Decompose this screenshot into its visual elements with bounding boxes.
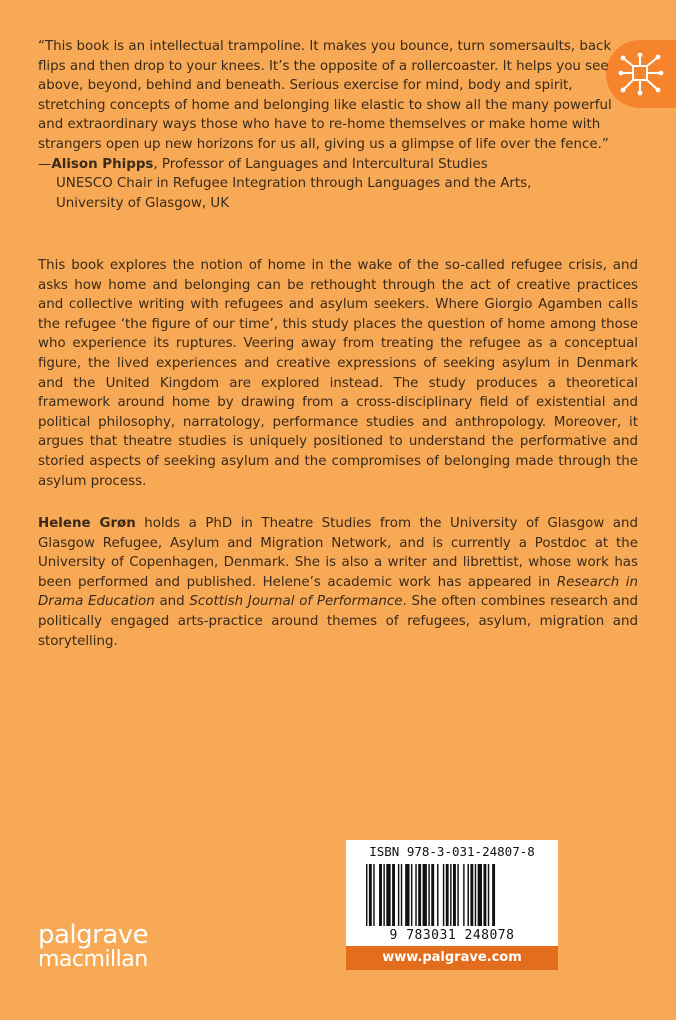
- barcode-bar: [483, 864, 486, 926]
- barcode-bar: [366, 864, 367, 926]
- isbn-label: ISBN 978-3-031-24807-8: [369, 844, 535, 859]
- author-bio: [38, 514, 638, 651]
- barcode-bar: [492, 864, 495, 926]
- barcode-bar: [411, 864, 412, 926]
- barcode-bar: [463, 864, 464, 926]
- barcode-bar: [443, 864, 444, 926]
- quote-attribution: [38, 155, 638, 214]
- barcode-bar: [478, 864, 482, 926]
- endorser-role: , Professor of Languages and Intercultural Studies: [153, 156, 488, 172]
- attribution-dash: —: [38, 156, 52, 172]
- barcode-bar: [386, 864, 390, 926]
- publisher-line1: palgrave: [38, 920, 149, 950]
- barcode-bar: [415, 864, 416, 926]
- bio-and: and: [154, 594, 190, 610]
- endorser-affiliation: UNESCO Chair in Refugee Integration through Languages and the Arts,: [56, 176, 532, 192]
- barcode-bar: [423, 864, 427, 926]
- author-name: Helene Grøn: [38, 516, 136, 531]
- journal-title-2: Scottish Journal of Performance: [189, 594, 403, 610]
- barcode-bar: [373, 864, 374, 926]
- barcode-bar: [401, 864, 402, 926]
- isbn-digits: 9 783031 248078: [389, 928, 515, 943]
- barcode-bar: [405, 864, 409, 926]
- barcode-bar: [475, 864, 476, 926]
- barcode-bar: [398, 864, 399, 926]
- barcode-bar: [468, 864, 469, 926]
- barcode-bar: [392, 864, 395, 926]
- bio-text-2: . She often combines research and politically engaged arts-practice around themes of refugees, asylum, migration and storytelling.: [38, 594, 638, 649]
- endorsement-quote: [38, 37, 638, 213]
- endorser-name: Alison Phipps: [51, 156, 154, 172]
- barcode-bar: [428, 864, 429, 926]
- barcode-bar: [418, 864, 421, 926]
- barcode-bar: [457, 864, 458, 926]
- barcode-bar: [379, 864, 382, 926]
- bio-text-1: holds a PhD in Theatre Studies from the University of Glasgow and Glasgow Refugee, Asylum and Migration Network, and is currently a Postdoc at the University of Copenhagen, Denmark. She is also a writer and librettist, whose work has been performed and published. Helene’s academic work has appeared in: [38, 516, 638, 590]
- book-description: This book explores the notion of home in the wake of the so-called refugee crisis, and asks how home and belonging can be rethought through the act of creative practices and collective writing with refugees and asylum seekers. Where Giorgio Agamben calls the refugee ‘the figure of our time’, this study places the question of home among those who experience its ruptures. Veering away from treating the refugee as a conceptual figure, the lived experiences and creative expressions of seeking asylum in Denmark and the United Kingdom are explored instead. The study produces a theoretical framework around home by drawing from a cross-disciplinary field of existential and political philosophy, narratology, performance studies and anthropology. Moreover, it argues that theatre studies is uniquely positioned to understand the performative and storied aspects of seeking asylum and the compromises of belonging made through the asylum process.: [38, 258, 638, 489]
- publisher-url[interactable]: www.palgrave.com: [346, 946, 558, 970]
- barcode-bar: [450, 864, 451, 926]
- barcode-bar: [446, 864, 449, 926]
- publisher-logo: [38, 922, 148, 972]
- barcode-bar: [470, 864, 473, 926]
- endorser-university: University of Glasgow, UK: [56, 195, 229, 211]
- barcode-bar: [437, 864, 438, 926]
- barcode-panel: [346, 840, 558, 946]
- quote-text: “This book is an intellectual trampoline. It makes you bounce, turn somersaults, back flips and then drop to your knees. It’s the opposite of a rollercoaster. It helps you see above, beyond, behind and beneath. Serious exercise for mind, body and spirit, stretching concepts of home and belonging like elastic to show all the many powerful and extraordinary ways those who have to re-home themselves or make home with strangers open up new horizons for us all, giving us a glimpse of life over the fence.”: [38, 39, 612, 152]
- barcode-bar: [431, 864, 434, 926]
- barcode-bar: [488, 864, 489, 926]
- publisher-line2: macmillan: [38, 947, 148, 972]
- journal-title-1: Research in Drama Education: [38, 574, 638, 610]
- barcode-bar: [383, 864, 384, 926]
- barcode-bar: [369, 864, 372, 926]
- barcode-icon: [366, 864, 538, 926]
- barcode-bar: [453, 864, 456, 926]
